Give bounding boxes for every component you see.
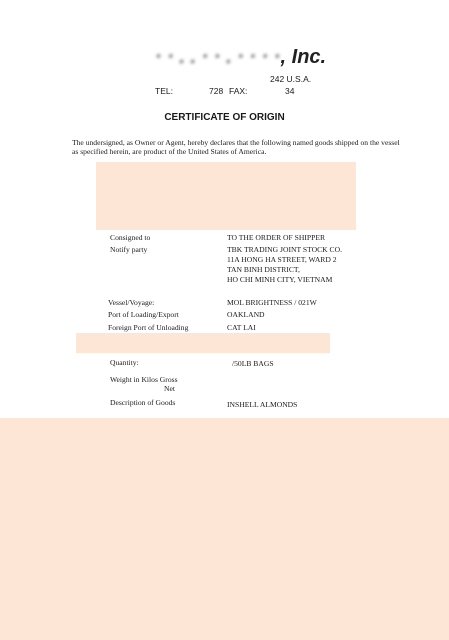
redacted-lower-section (0, 418, 449, 640)
description-label: Description of Goods (110, 398, 176, 407)
consigned-to-label: Consigned to (110, 233, 151, 242)
notify-party-line: TAN BINH DISTRICT, (227, 265, 300, 274)
description-value: INSHELL ALMONDS (227, 400, 298, 409)
fax-label: FAX: (229, 86, 248, 96)
declaration-text: The undersigned, as Owner or Agent, hereby declares that the following named goods shipped on the vessel as specified herein, are product of the United States of America. (72, 138, 400, 156)
company-name-obscured: · · . . · · . · · · · (155, 46, 281, 68)
port-unloading-label: Foreign Port of Unloading (108, 323, 189, 332)
quantity-label: Quantity: (110, 358, 139, 367)
weight-gross-label: Weight in Kilos Gross (110, 375, 178, 384)
notify-party-line: HO CHI MINH CITY, VIETNAM (227, 275, 333, 284)
consigned-to-value: TO THE ORDER OF SHIPPER (227, 233, 326, 242)
quantity-value: /50LB BAGS (232, 359, 274, 368)
weight-net-label: Net (164, 384, 175, 393)
company-suffix: , Inc. (280, 46, 327, 68)
redacted-shipper-block (96, 162, 356, 230)
port-unloading-value: CAT LAI (227, 323, 256, 332)
redacted-line-block (76, 333, 330, 353)
company-name (155, 46, 326, 69)
tel-label: TEL: (155, 86, 173, 96)
document-title: CERTIFICATE OF ORIGIN (164, 112, 285, 123)
vessel-voyage-value: MOL BRIGHTNESS / 021W (227, 298, 317, 307)
notify-party-line: TBK TRADING JOINT STOCK CO. (227, 245, 342, 254)
port-loading-value: OAKLAND (227, 310, 265, 319)
notify-party-line: 11A HONG HA STREET, WARD 2 (227, 255, 337, 264)
port-loading-label: Port of Loading/Export (108, 310, 179, 319)
vessel-voyage-label: Vessel/Voyage: (108, 298, 155, 307)
tel-number: 728 (209, 86, 224, 96)
company-address: 242 U.S.A. (270, 74, 312, 84)
notify-party-label: Notify party (110, 245, 148, 254)
fax-number: 34 (285, 86, 295, 96)
